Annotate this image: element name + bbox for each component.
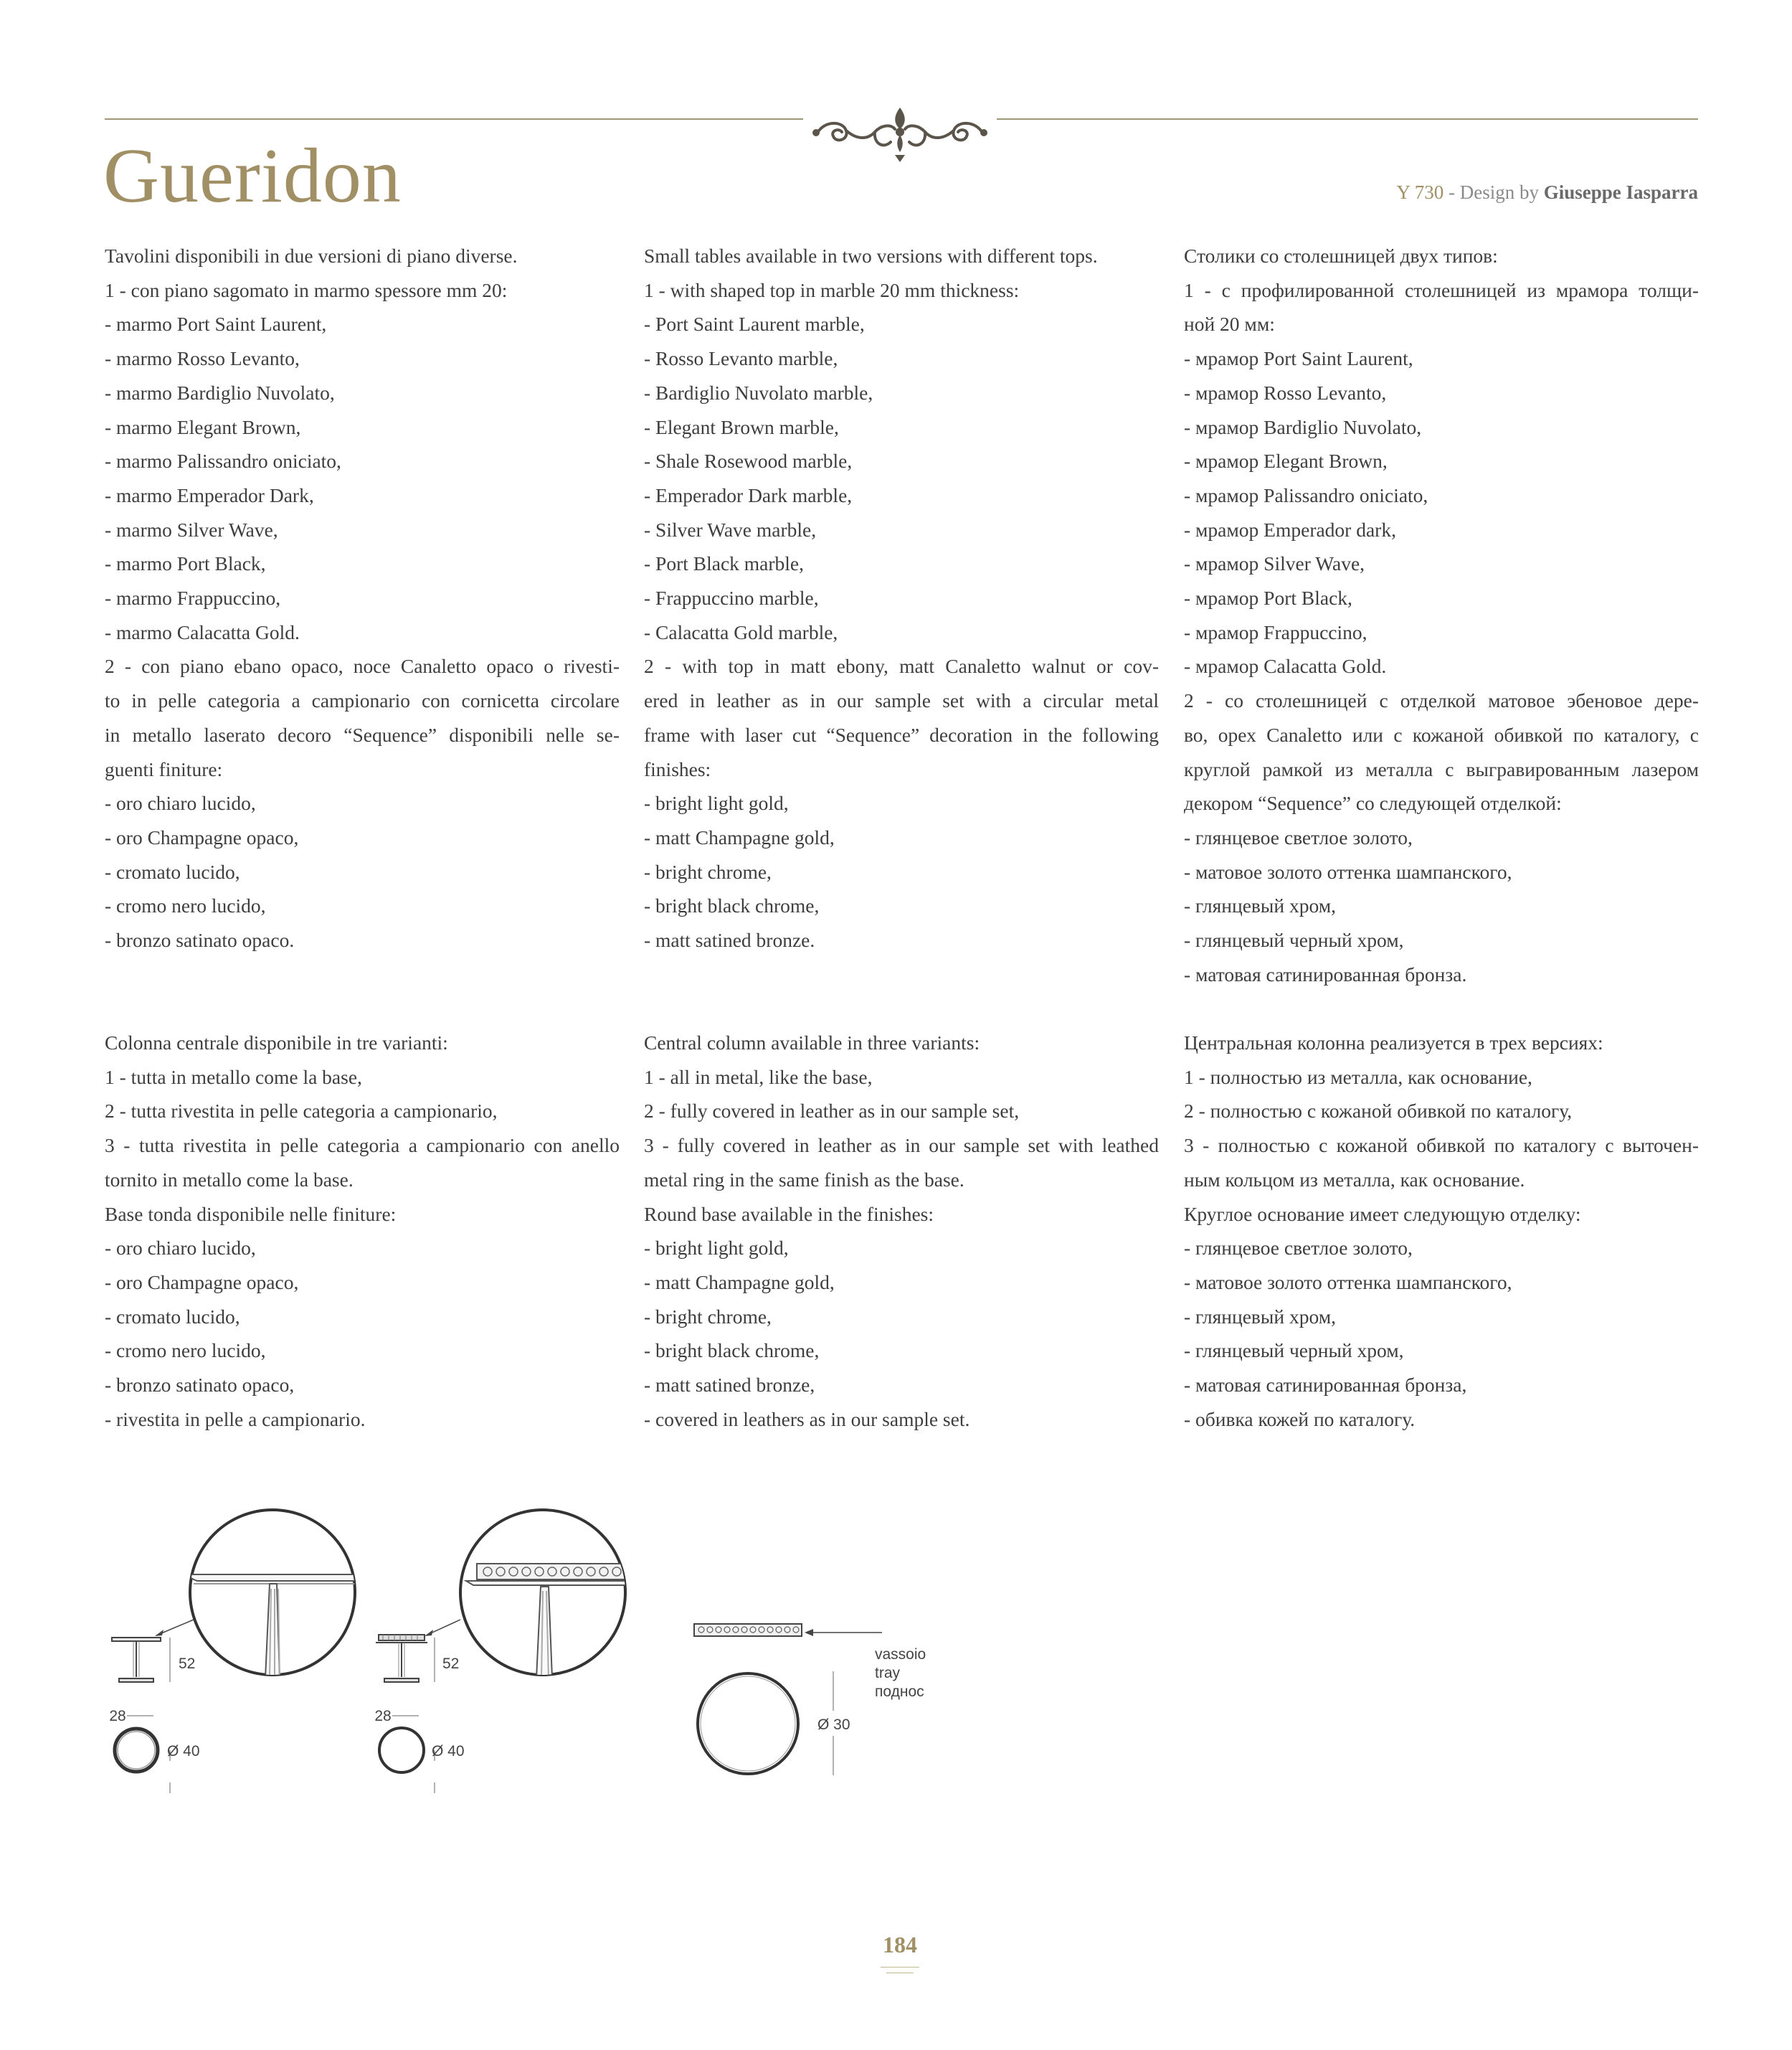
text-line: finishes: — [644, 757, 711, 780]
text-line: во, орех Canaletto или с кожаной обивкой по каталогу, с — [1184, 723, 1699, 746]
page-number-rule — [881, 1967, 919, 1968]
text-line: - глянцевое светлое золото, — [1184, 826, 1413, 849]
text-italian-bottom — [105, 1026, 620, 1436]
table-sequence-drawing — [374, 1510, 635, 1793]
text-line: in metallo laserato decoro “Sequence” disponibili nelle se- — [105, 723, 620, 746]
text-line: - cromato lucido, — [105, 1305, 240, 1328]
text-line: 2 - con piano ebano opaco, noce Canaletto opaco o rivesti- — [105, 655, 620, 678]
text-line: - мрамор Port Black, — [1184, 587, 1352, 610]
text-english-top — [644, 239, 1159, 958]
text-line: 1 - с профилированной столешницей из мрамора толщи- — [1184, 278, 1699, 301]
text-line: - matt Champagne gold, — [644, 1270, 835, 1293]
text-line: - Emperador Dark marble, — [644, 483, 853, 506]
text-russian-top — [1184, 239, 1699, 991]
product-code: Y 730 — [1396, 181, 1444, 203]
text-line: - Rosso Levanto marble, — [644, 347, 838, 370]
text-line: - oro Champagne opaco, — [105, 826, 299, 849]
text-line: - мрамор Frappuccino, — [1184, 620, 1367, 643]
text-line: - bronzo satinato opaco, — [105, 1374, 295, 1397]
text-line: guenti finiture: — [105, 757, 223, 780]
text-line: - глянцевый хром, — [1184, 1305, 1336, 1328]
text-line: 2 - fully covered in leather as in our sample set, — [644, 1100, 1020, 1123]
text-line: - oro chiaro lucido, — [105, 792, 256, 815]
text-line: - обивка кожей по каталогу. — [1184, 1407, 1416, 1430]
text-line: - bright chrome, — [644, 860, 772, 883]
text-line: - глянцевый черный хром, — [1184, 1339, 1404, 1362]
table2-diameter-label: Ø 40 — [432, 1743, 465, 1759]
detail-circle — [186, 1510, 373, 1678]
text-line: - мрамор Elegant Brown, — [1184, 450, 1388, 473]
text-line: 3 - tutta rivestita in pelle categoria a campionario con anello — [105, 1134, 620, 1157]
text-line: круглой рамкой из металла с выгравированным лазером — [1184, 757, 1699, 780]
text-line: - marmo Bardiglio Nuvolato, — [105, 381, 335, 404]
text-line: - мрамор Bardiglio Nuvolato, — [1184, 415, 1422, 438]
text-line: 2 - tutta rivestita in pelle categoria a campionario, — [105, 1100, 498, 1123]
text-line: - bright black chrome, — [644, 1339, 820, 1362]
tray-diameter-label: Ø 30 — [817, 1716, 850, 1733]
text-line: - Bardiglio Nuvolato marble, — [644, 381, 873, 404]
text-line: Central column available in three variants: — [644, 1031, 980, 1054]
text-line: - marmo Frappuccino, — [105, 587, 281, 610]
text-line: - Frappuccino marble, — [644, 587, 819, 610]
text-line: Центральная колонна реализуется в трех версиях: — [1184, 1031, 1603, 1054]
text-line: 1 - with shaped top in marble 20 mm thickness: — [644, 278, 1020, 301]
text-line: - Shale Rosewood marble, — [644, 450, 853, 473]
table-marble-drawing — [108, 1510, 373, 1793]
text-line: - bright light gold, — [644, 1237, 789, 1260]
text-line: - Port Saint Laurent marble, — [644, 313, 865, 336]
text-line: 1 - con piano sagomato in marmo spessore mm 20: — [105, 278, 508, 301]
text-line: - Port Black marble, — [644, 552, 804, 575]
text-line: - глянцевый черный хром, — [1184, 929, 1404, 952]
text-line: ered in leather as in our sample set with a circular metal — [644, 689, 1159, 712]
table1-diameter-label: Ø 40 — [167, 1743, 200, 1759]
text-line: - bright chrome, — [644, 1305, 772, 1328]
text-line: декором “Sequence” со следующей отделкой: — [1184, 792, 1562, 815]
text-italian-top — [105, 239, 620, 958]
text-line: Colonna centrale disponibile in tre varianti: — [105, 1031, 448, 1054]
page-number: 184 — [883, 1932, 917, 1957]
text-line: Round base available in the finishes: — [644, 1202, 934, 1225]
text-line: - oro Champagne opaco, — [105, 1270, 299, 1293]
text-line: - marmo Port Black, — [105, 552, 266, 575]
text-line: - matt satined bronze. — [644, 929, 815, 952]
text-line: tornito in metallo come la base. — [105, 1168, 354, 1191]
text-line: - covered in leathers as in our sample set. — [644, 1407, 970, 1430]
table2-width-label: 28 — [374, 1708, 392, 1724]
page-title: Gueridon — [103, 133, 402, 219]
text-line: - matt Champagne gold, — [644, 826, 835, 849]
text-line: 1 - tutta in metallo come la base, — [105, 1065, 362, 1088]
tray-label-ru: поднос — [875, 1683, 924, 1700]
text-line: ной 20 мм: — [1184, 313, 1275, 336]
tray-label-en: tray — [875, 1665, 901, 1681]
text-line: - Silver Wave marble, — [644, 518, 817, 541]
text-line: - matt satined bronze, — [644, 1374, 815, 1397]
text-line: - bronzo satinato opaco. — [105, 929, 295, 952]
text-line: - marmo Elegant Brown, — [105, 415, 301, 438]
text-line: - матовое золото оттенка шампанского, — [1184, 1270, 1512, 1293]
text-line: - rivestita in pelle a campionario. — [105, 1407, 366, 1430]
text-line: Tavolini disponibili in due versioni di piano diverse. — [105, 245, 518, 267]
text-line: - cromato lucido, — [105, 860, 240, 883]
text-line: - Elegant Brown marble, — [644, 415, 839, 438]
text-line: - мрамор Silver Wave, — [1184, 552, 1365, 575]
text-line: - матовая сатинированная бронза. — [1184, 963, 1467, 986]
text-english-bottom — [644, 1026, 1159, 1436]
text-line: - marmo Port Saint Laurent, — [105, 313, 327, 336]
text-russian-bottom — [1184, 1026, 1699, 1436]
text-line: - мрамор Rosso Levanto, — [1184, 381, 1387, 404]
design-prefix: - Design by — [1443, 181, 1544, 203]
tray-label-it: vassoio — [875, 1646, 926, 1663]
text-line: - мрамор Port Saint Laurent, — [1184, 347, 1413, 370]
text-line: - глянцевый хром, — [1184, 894, 1336, 917]
text-line: 1 - all in metal, like the base, — [644, 1065, 873, 1088]
text-line: metal ring in the same finish as the base. — [644, 1168, 964, 1191]
text-line: - marmo Palissandro oniciato, — [105, 450, 341, 473]
text-line: - cromo nero lucido, — [105, 894, 266, 917]
text-line: 3 - fully covered in leather as in our sample set with leathed — [644, 1134, 1159, 1157]
product-design-credit — [1396, 179, 1698, 205]
text-line: - marmo Calacatta Gold. — [105, 620, 300, 643]
text-line: to in pelle categoria a campionario con cornicetta circolare — [105, 689, 620, 712]
text-line: - bright black chrome, — [644, 894, 820, 917]
table2-height-label: 52 — [442, 1655, 460, 1672]
text-line: - матовая сатинированная бронза, — [1184, 1374, 1467, 1397]
text-line: 3 - полностью с кожаной обивкой по каталогу с выточен- — [1184, 1134, 1699, 1157]
text-line: - marmo Rosso Levanto, — [105, 347, 300, 370]
text-line: Small tables available in two versions with different tops. — [644, 245, 1098, 267]
text-line: - oro chiaro lucido, — [105, 1237, 256, 1260]
table1-width-label: 28 — [109, 1708, 126, 1724]
text-line: 2 - with top in matt ebony, matt Canaletto walnut or cov- — [644, 655, 1159, 678]
text-line: Столики со столешницей двух типов: — [1184, 245, 1498, 267]
text-line: - мрамор Calacatta Gold. — [1184, 655, 1387, 678]
text-line: frame with laser cut “Sequence” decoration in the following — [644, 723, 1159, 746]
table1-height-label: 52 — [179, 1655, 196, 1672]
text-line: - Calacatta Gold marble, — [644, 620, 838, 643]
text-line: - мрамор Emperador dark, — [1184, 518, 1396, 541]
text-line: - marmo Emperador Dark, — [105, 483, 314, 506]
text-line: - мрамор Palissandro oniciato, — [1184, 483, 1428, 506]
text-line: - marmo Silver Wave, — [105, 518, 278, 541]
text-line: - глянцевое светлое золото, — [1184, 1237, 1413, 1260]
ornament-icon — [803, 100, 997, 165]
text-line: 2 - со столешницей с отделкой матовое эбеновое дере- — [1184, 689, 1699, 712]
text-line: - cromo nero lucido, — [105, 1339, 266, 1362]
designer-name: Giuseppe Iasparra — [1543, 181, 1698, 203]
text-line: 2 - полностью с кожаной обивкой по каталогу, — [1184, 1100, 1573, 1123]
tray-drawing — [694, 1624, 926, 1775]
text-line: - матовое золото оттенка шампанского, — [1184, 860, 1512, 883]
technical-drawings — [86, 1506, 982, 1808]
text-line: 1 - полностью из металла, как основание, — [1184, 1065, 1532, 1088]
text-line: - bright light gold, — [644, 792, 789, 815]
text-line: Base tonda disponibile nelle finiture: — [105, 1202, 397, 1225]
detail-circle-sequence — [460, 1510, 635, 1678]
text-line: ным кольцом из металла, как основание. — [1184, 1168, 1525, 1191]
text-line: Круглое основание имеет следующую отделку: — [1184, 1202, 1581, 1225]
